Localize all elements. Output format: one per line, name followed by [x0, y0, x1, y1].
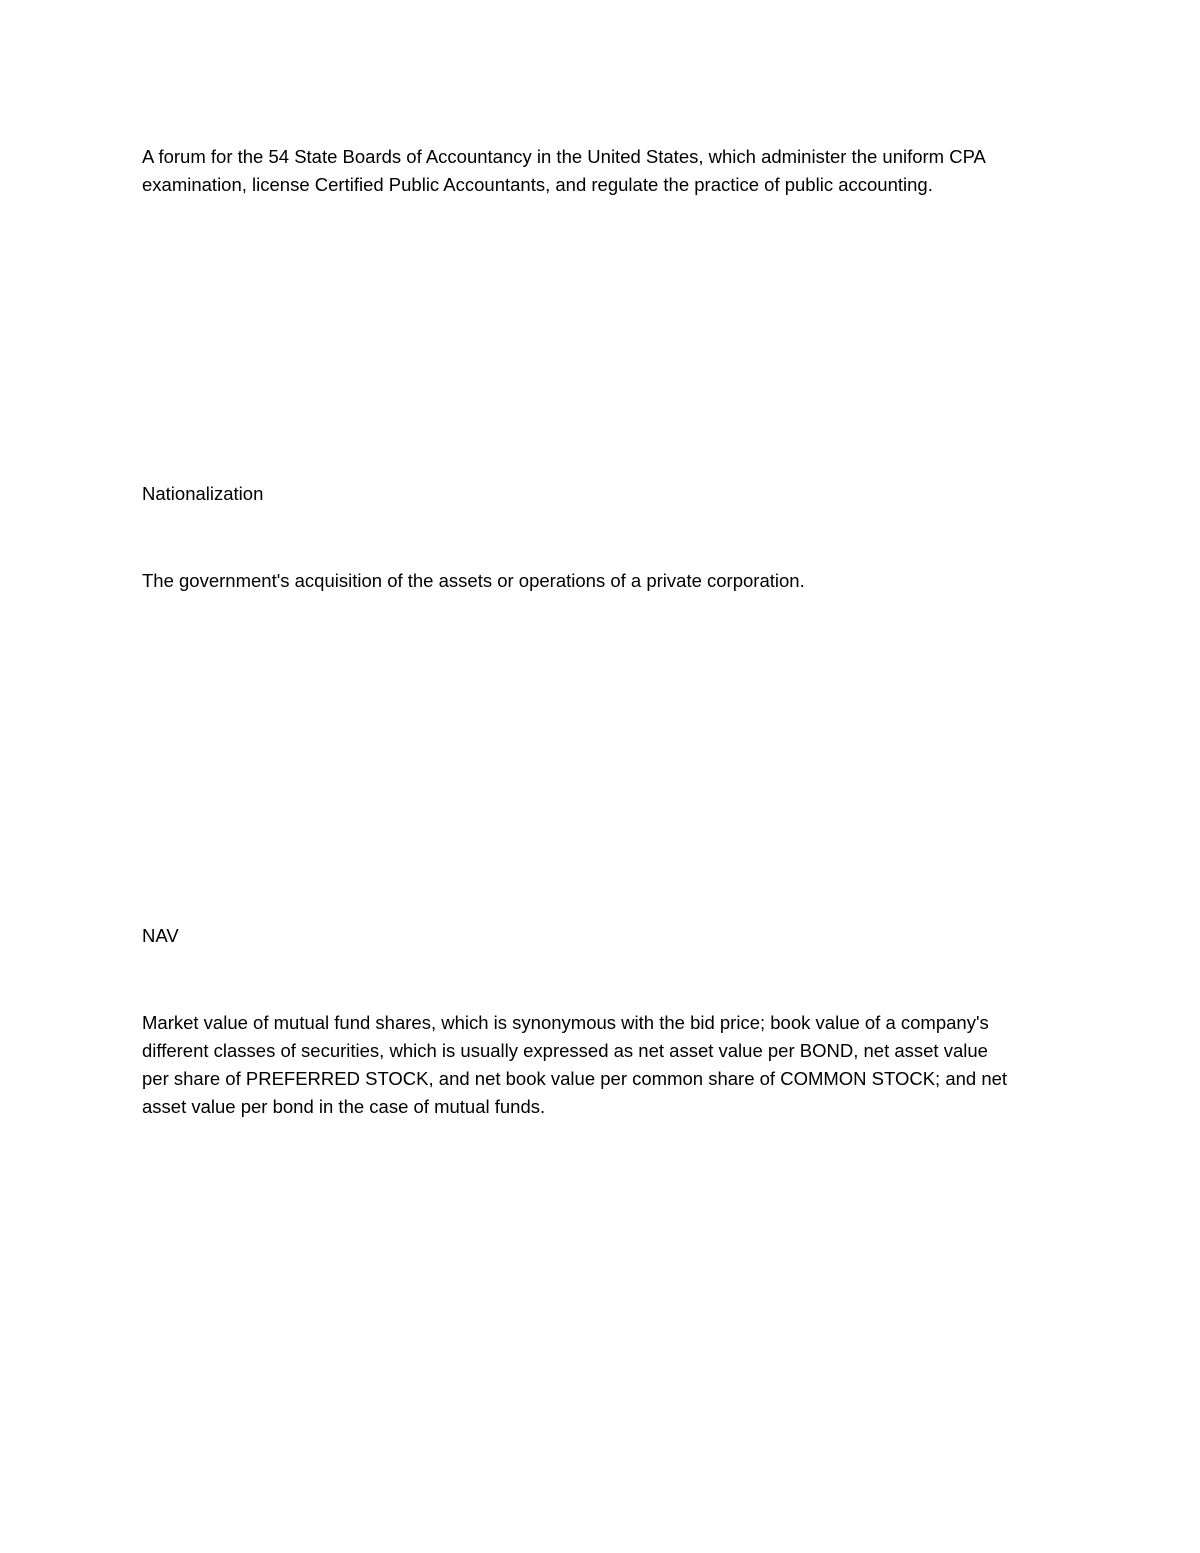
nationalization-definition: [142, 567, 1057, 595]
definition-line: per share of PREFERRED STOCK, and net book value per common share of COMMON STOCK; and net: [142, 1068, 1008, 1089]
definition-line: different classes of securities, which is usually expressed as net asset value per BOND, net asset value: [142, 1040, 988, 1061]
definition-line: The government's acquisition of the assets or operations of a private corporation.: [142, 570, 805, 591]
nav-definition: [142, 1009, 1057, 1121]
term-nationalization: [142, 480, 1057, 508]
term-nav: [142, 922, 1057, 950]
term-label: NAV: [142, 925, 179, 946]
definition-line: asset value per bond in the case of mutual funds.: [142, 1096, 546, 1117]
cpa-definition: [142, 143, 1057, 199]
definition-line: examination, license Certified Public Accountants, and regulate the practice of public accounting.: [142, 174, 933, 195]
term-label: Nationalization: [142, 483, 264, 504]
definition-line: Market value of mutual fund shares, which is synonymous with the bid price; book value of a company's: [142, 1012, 989, 1033]
definition-line: A forum for the 54 State Boards of Accountancy in the United States, which administer the uniform CPA: [142, 146, 986, 167]
